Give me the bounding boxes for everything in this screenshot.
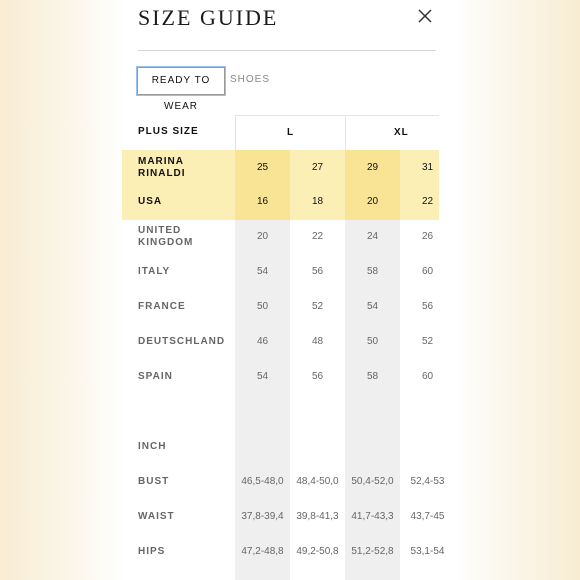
cell-r4-c1: 52	[311, 301, 324, 312]
row-label-usa: USA	[138, 196, 163, 207]
cell-r0-c3: 31	[421, 162, 434, 173]
cell-r5-c1: 48	[311, 336, 324, 347]
row-label-italy: ITALY	[138, 266, 171, 277]
tab-ready-to-wear[interactable]: READY TO WEAR	[137, 67, 225, 95]
cell-r1-c0: 16	[256, 196, 269, 207]
cell-waist-c0: 37,8-39,4	[241, 511, 284, 522]
cell-r1-c2: 20	[366, 196, 379, 207]
cell-bust-c3: 52,4-53	[410, 476, 445, 487]
cell-r3-c3: 60	[421, 266, 434, 277]
cell-hips-c2: 51,2-52,8	[351, 546, 394, 557]
cell-hips-c1: 49,2-50,8	[296, 546, 339, 557]
tab-shoes[interactable]: SHOES	[229, 74, 270, 85]
measure-label-bust: BUST	[138, 476, 170, 487]
measure-label-hips: HIPS	[138, 546, 166, 557]
cell-bust-c0: 46,5-48,0	[241, 476, 284, 487]
header-plus-size: PLUS SIZE	[138, 126, 199, 137]
cell-r3-c1: 56	[311, 266, 324, 277]
cell-r6-c2: 58	[366, 371, 379, 382]
cell-r2-c1: 22	[311, 231, 324, 242]
page-title: SIZE GUIDE	[138, 5, 279, 30]
cell-r0-c2: 29	[366, 162, 379, 173]
close-icon[interactable]	[416, 7, 434, 25]
cell-waist-c1: 39,8-41,3	[296, 511, 339, 522]
highlight-col-1	[235, 150, 290, 220]
header-top-line	[235, 115, 439, 116]
cell-r0-c0: 25	[256, 162, 269, 173]
header-divider-left	[235, 115, 236, 150]
cell-waist-c2: 41,7-43,3	[351, 511, 394, 522]
cell-r5-c3: 52	[421, 336, 434, 347]
header-divider-mid	[345, 115, 346, 150]
cell-waist-c3: 43,7-45	[410, 511, 445, 522]
header-group-xl: XL	[394, 127, 409, 138]
cell-r1-c3: 22	[421, 196, 434, 207]
measure-label-waist: WAIST	[138, 511, 175, 522]
cell-r4-c3: 56	[421, 301, 434, 312]
highlight-col-3	[345, 150, 400, 220]
cell-bust-c1: 48,4-50,0	[296, 476, 339, 487]
cell-r5-c0: 46	[256, 336, 269, 347]
cell-r2-c0: 20	[256, 231, 269, 242]
cell-r6-c0: 54	[256, 371, 269, 382]
cell-r5-c2: 50	[366, 336, 379, 347]
cell-r2-c3: 26	[421, 231, 434, 242]
cell-r1-c1: 18	[311, 196, 324, 207]
row-label-marina-rinaldi: MARINA RINALDI	[138, 156, 186, 179]
cell-r6-c1: 56	[311, 371, 324, 382]
title-divider	[138, 50, 436, 51]
cell-hips-c0: 47,2-48,8	[241, 546, 284, 557]
cell-r6-c3: 60	[421, 371, 434, 382]
row-label-deutschland: DEUTSCHLAND	[138, 336, 226, 347]
row-label-spain: SPAIN	[138, 371, 173, 382]
row-label-united-kingdom: UNITED KINGDOM	[138, 225, 194, 248]
cell-bust-c2: 50,4-52,0	[351, 476, 394, 487]
cell-r4-c2: 54	[366, 301, 379, 312]
measure-unit-label: INCH	[138, 441, 167, 452]
cell-r3-c0: 54	[256, 266, 269, 277]
cell-hips-c3: 53,1-54	[410, 546, 445, 557]
cell-r4-c0: 50	[256, 301, 269, 312]
cell-r0-c1: 27	[311, 162, 324, 173]
row-label-france: FRANCE	[138, 301, 186, 312]
cell-r2-c2: 24	[366, 231, 379, 242]
cell-r3-c2: 58	[366, 266, 379, 277]
header-group-l: L	[287, 127, 295, 138]
